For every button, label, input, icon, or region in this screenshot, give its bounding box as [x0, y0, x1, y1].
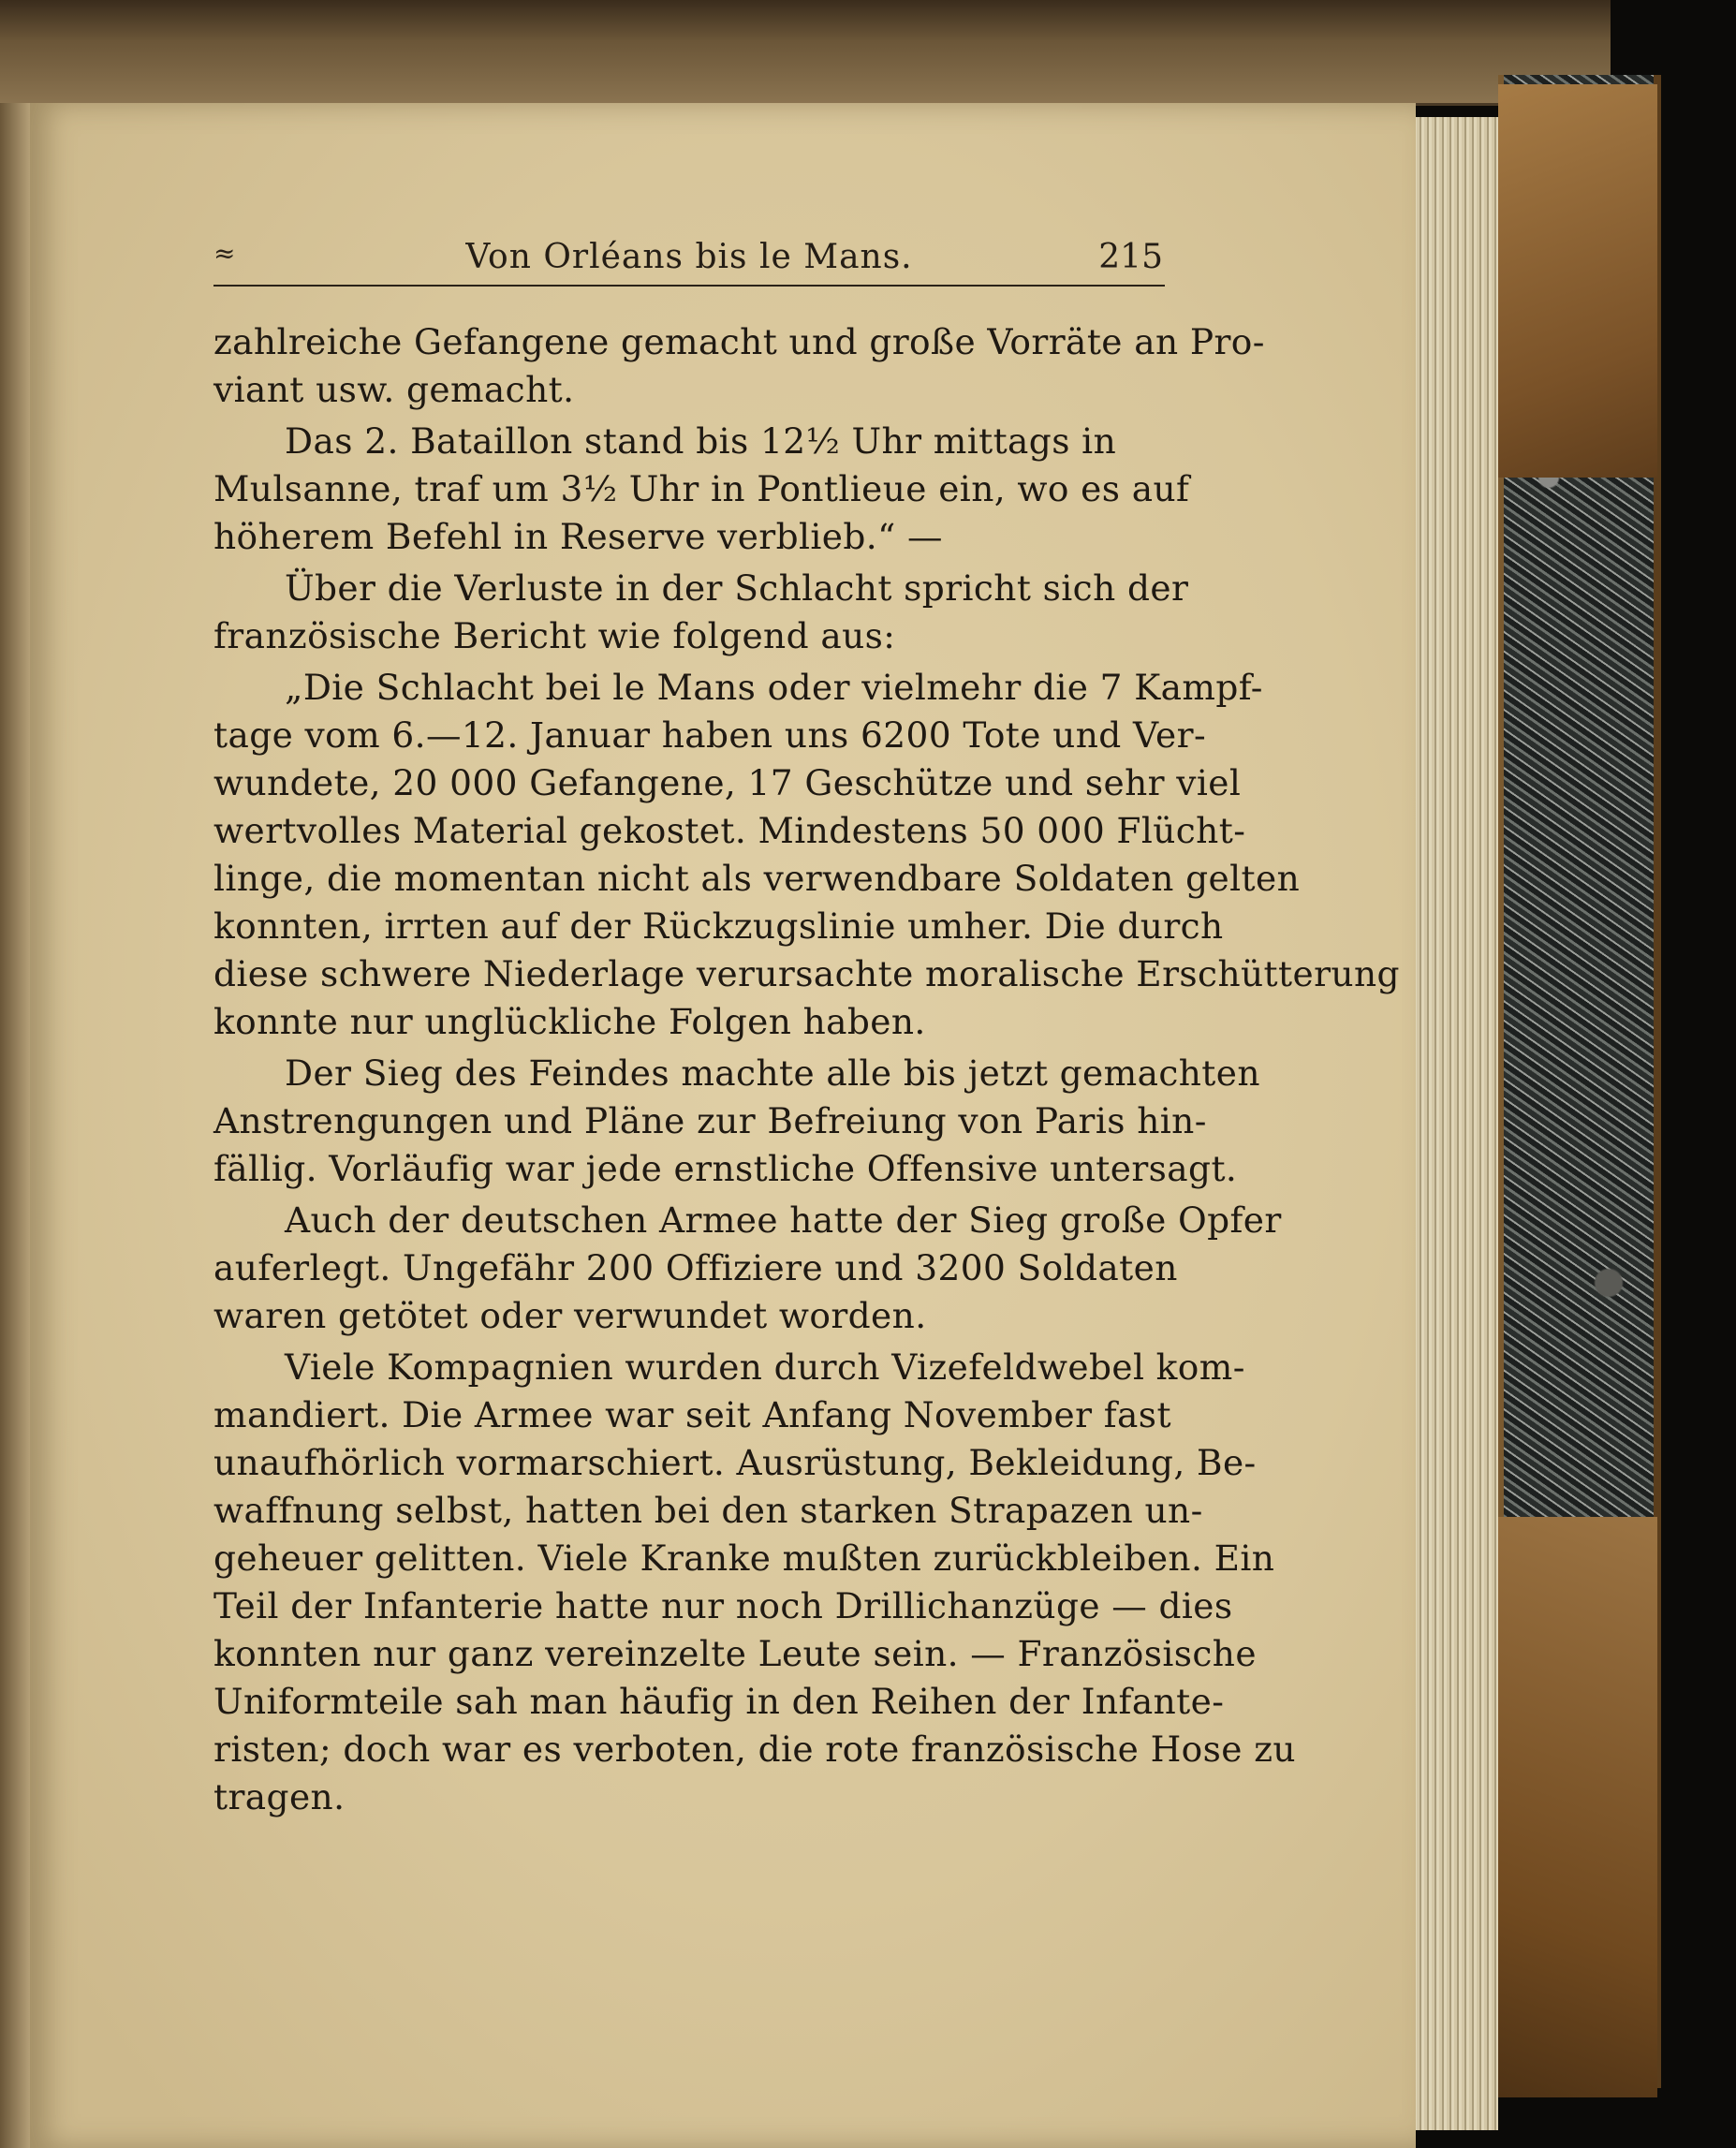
paragraph — [213, 318, 1265, 414]
text-line: tragen. — [213, 1776, 346, 1817]
text-line: Viele Kompagnien wurden durch Vizefeldwebel kom- — [285, 1346, 1245, 1388]
text-line: Das 2. Bataillon stand bis 12½ Uhr mittags in — [285, 420, 1117, 462]
text-line: zahlreiche Gefangene gemacht und große Vorräte an Pro- — [213, 321, 1265, 362]
text-line: fällig. Vorläufig war jede ernstliche Offensive untersagt. — [213, 1148, 1238, 1189]
text-line: konnten nur ganz vereinzelte Leute sein. — Französische — [213, 1633, 1257, 1674]
running-title: Von Orléans bis le Mans. — [465, 238, 913, 276]
text-line: Der Sieg des Feindes machte alle bis jetzt gemachten — [285, 1052, 1260, 1094]
text-line: Anstrengungen und Pläne zur Befreiung von Paris hin- — [213, 1100, 1207, 1141]
text-line: waffnung selbst, hatten bei den starken Strapazen un- — [213, 1490, 1203, 1531]
text-line: linge, die momentan nicht als verwendbare Soldaten gelten — [213, 858, 1301, 899]
text-line: „Die Schlacht bei le Mans oder vielmehr die 7 Kampf- — [285, 667, 1263, 708]
text-line: Uniformteile sah man häufig in den Reihen der Infante- — [213, 1681, 1225, 1722]
page-header — [213, 232, 1165, 287]
page-number: 215 — [1098, 238, 1163, 276]
text-line: Auch der deutschen Armee hatte der Sieg große Opfer — [285, 1199, 1282, 1241]
leather-corner-bottom — [1498, 1517, 1657, 2097]
paragraph — [213, 664, 1400, 1046]
text-line: höherem Befehl in Reserve verblieb.“ — — [213, 516, 943, 557]
body-text — [213, 318, 1400, 1825]
text-line: Über die Verluste in der Schlacht spricht sich der — [285, 567, 1189, 609]
paragraph — [213, 565, 1187, 660]
text-line: konnte nur unglückliche Folgen haben. — [213, 1001, 926, 1042]
text-line: Mulsanne, traf um 3½ Uhr in Pontlieue ein, wo es auf — [213, 468, 1190, 509]
text-line: unaufhörlich vormarschiert. Ausrüstung, Bekleidung, Be- — [213, 1442, 1257, 1483]
text-line: französische Bericht wie folgend aus: — [213, 615, 896, 656]
text-line: geheuer gelitten. Viele Kranke mußten zurückbleiben. Ein — [213, 1537, 1275, 1579]
text-line: risten; doch war es verboten, die rote französische Hose zu — [213, 1729, 1296, 1770]
text-line: auferlegt. Ungefähr 200 Offiziere und 3200 Soldaten — [213, 1247, 1178, 1288]
leather-corner-top — [1498, 84, 1657, 478]
text-line: tage vom 6.—12. Januar haben uns 6200 Tote und Ver- — [213, 714, 1207, 756]
text-line: waren getötet oder verwundet worden. — [213, 1295, 927, 1336]
text-line: mandiert. Die Armee war seit Anfang November fast — [213, 1394, 1171, 1435]
text-line: Teil der Infanterie hatte nur noch Drillichanzüge — dies — [213, 1585, 1233, 1626]
paragraph — [213, 418, 1190, 561]
text-line: diese schwere Niederlage verursachte moralische Erschütterung — [213, 953, 1400, 994]
paragraph — [213, 1197, 1282, 1340]
text-line: wundete, 20 000 Gefangene, 17 Geschütze und sehr viel — [213, 762, 1242, 803]
text-line: konnten, irrten auf der Rückzugslinie umher. Die durch — [213, 905, 1224, 947]
page-edges — [1409, 117, 1498, 2130]
paragraph — [213, 1050, 1260, 1193]
book-binding-top — [0, 0, 1611, 106]
text-line: viant usw. gemacht. — [213, 369, 575, 410]
paragraph — [213, 1344, 1296, 1821]
text-line: wertvolles Material gekostet. Mindestens 50 000 Flücht- — [213, 810, 1246, 851]
header-mark: ≈ — [213, 238, 236, 269]
